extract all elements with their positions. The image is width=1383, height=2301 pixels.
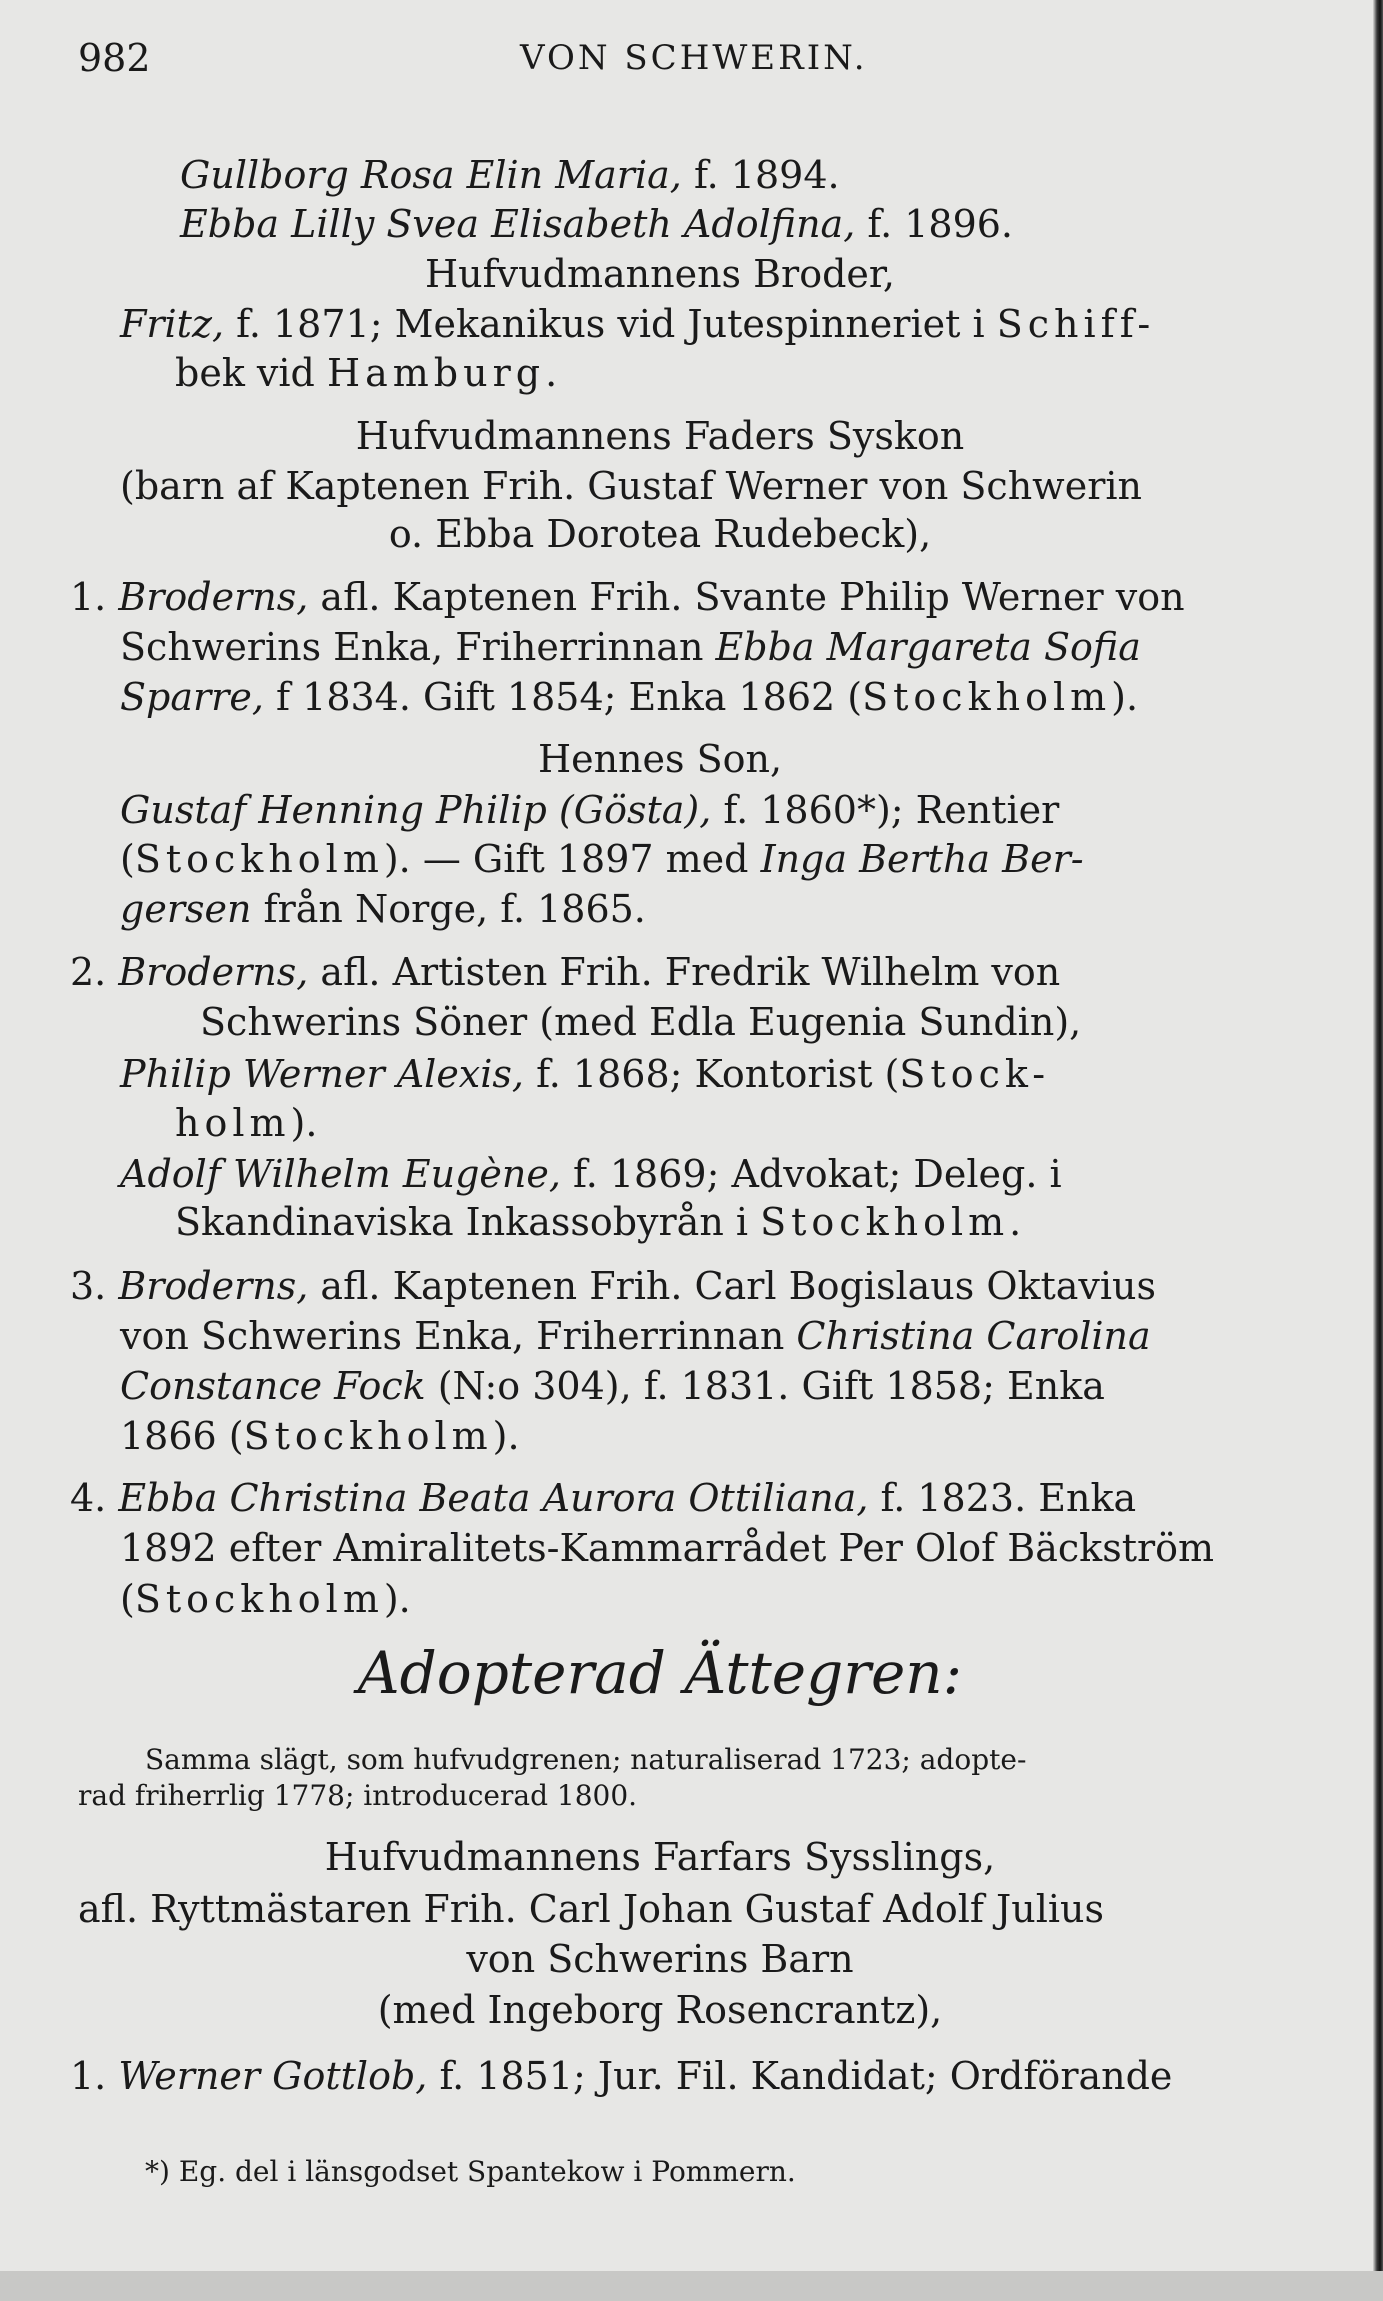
text-segment: von Schwerins Barn — [466, 1937, 854, 1981]
branch-line-1 — [0, 1835, 1320, 1879]
text-line-24 — [120, 1364, 1105, 1408]
text-segment: ). — [1111, 675, 1139, 719]
spaced-place: holm — [175, 1101, 291, 1145]
text-segment: f. 1896. — [855, 202, 1014, 246]
text-segment: 1866 ( — [120, 1414, 244, 1458]
spaced-place: Stock- — [899, 1052, 1051, 1096]
text-segment: Hufvudmannens Faders Syskon — [355, 414, 965, 458]
text-segment: ( — [120, 837, 135, 881]
text-segment: f. 1860*); Rentier — [711, 788, 1060, 832]
spaced-place: Stockholm — [134, 1577, 384, 1621]
text-segment: (N:o 304), f. 1831. Gift 1858; Enka — [425, 1364, 1105, 1408]
text-segment: afl. Kaptenen Frih. Svante Philip Werner von — [308, 575, 1185, 619]
text-line-1 — [180, 153, 840, 197]
text-line-22 — [70, 1264, 1156, 1308]
spaced-place: Hamburg. — [326, 351, 563, 395]
italic-name: Ebba Christina Beata Aurora Ottiliana, — [118, 1476, 869, 1520]
text-line-3 — [0, 252, 1320, 296]
text-line-16 — [70, 950, 1060, 994]
text-segment: afl. Kaptenen Frih. Carl Bogislaus Oktavius — [308, 1264, 1157, 1308]
italic-name: Inga Bertha Ber- — [760, 837, 1084, 881]
text-line-4 — [120, 302, 1155, 346]
branch-line-5 — [70, 2054, 1172, 2098]
text-line-19 — [175, 1101, 317, 1145]
text-segment: afl. Artisten Frih. Fredrik Wilhelm von — [308, 950, 1061, 994]
text-segment: (barn af Kaptenen Frih. Gustaf Werner von Schwerin — [120, 464, 1142, 508]
italic-name: Gullborg Rosa Elin Maria, — [180, 153, 682, 197]
text-segment: 1. — [70, 575, 119, 619]
text-line-21 — [175, 1200, 1026, 1244]
branch-line-4 — [0, 1988, 1320, 2032]
text-segment: afl. Ryttmästaren Frih. Carl Johan Gustaf Adolf Julius — [78, 1887, 1104, 1931]
text-segment: 2. — [70, 950, 119, 994]
text-segment: 3. — [70, 1264, 119, 1308]
scan-bottom-band — [0, 2271, 1383, 2301]
text-line-18 — [120, 1052, 1050, 1096]
text-line-12 — [0, 737, 1320, 781]
italic-name: Broderns, — [118, 575, 309, 619]
text-line-26 — [70, 1476, 1136, 1520]
text-segment: f. 1823. Enka — [868, 1476, 1137, 1520]
text-segment: 1. — [70, 2054, 119, 2098]
text-segment: f 1834. Gift 1854; Enka 1862 ( — [263, 675, 863, 719]
text-line-5 — [175, 351, 562, 395]
italic-name: Fritz, — [120, 302, 225, 346]
italic-name: Christina Carolina — [796, 1314, 1151, 1358]
text-segment: o. Ebba Dorotea Rudebeck), — [388, 512, 932, 556]
text-line-15 — [120, 887, 646, 931]
italic-name: Constance Fock — [120, 1364, 426, 1408]
text-line-17 — [200, 1000, 1081, 1044]
text-segment: (med Ingeborg Rosencrantz), — [377, 1988, 943, 2032]
spaced-place: Stockholm — [862, 675, 1112, 719]
page-number: 982 — [78, 36, 151, 80]
text-segment: f. 1868; Kontorist ( — [523, 1052, 900, 1096]
spaced-place: Stockholm — [134, 837, 384, 881]
text-line-14 — [120, 837, 1084, 881]
italic-name: Gustaf Henning Philip (Gösta), — [120, 788, 712, 832]
text-line-20 — [120, 1152, 1062, 1196]
branch-line-3 — [0, 1937, 1320, 1981]
italic-name: Broderns, — [118, 1264, 309, 1308]
spaced-place: Schiff- — [996, 302, 1156, 346]
text-segment: f. 1894. — [681, 153, 840, 197]
page-edge-shadow — [1373, 0, 1383, 2301]
text-line-11 — [120, 675, 1138, 719]
section-note-line-2: rad friherrlig 1778; introducerad 1800. — [78, 1779, 638, 1812]
text-segment: ( — [120, 1577, 135, 1621]
text-segment: från Norge, f. 1865. — [251, 887, 646, 931]
text-line-28 — [120, 1577, 411, 1621]
text-segment: Skandinaviska Inkassobyrån i — [175, 1200, 761, 1244]
footnote: *) Eg. del i länsgodset Spantekow i Pommern. — [145, 2155, 796, 2188]
text-segment: ). — [383, 1577, 411, 1621]
text-segment: Schwerins Söner (med Edla Eugenia Sundin), — [200, 1000, 1082, 1044]
text-segment: f. 1851; Jur. Fil. Kandidat; Ordförande — [427, 2054, 1173, 2098]
text-line-2 — [180, 202, 1013, 246]
text-segment: bek vid — [175, 351, 327, 395]
text-segment: ). — [290, 1101, 318, 1145]
text-line-9 — [70, 575, 1185, 619]
section-note-line-1: Samma slägt, som hufvudgrenen; naturaliserad 1723; adopte- — [145, 1743, 1027, 1776]
italic-name: Ebba Lilly Svea Elisabeth Adolfina, — [180, 202, 856, 246]
text-line-23 — [120, 1314, 1151, 1358]
text-line-10 — [120, 625, 1141, 669]
spaced-place: Stockholm — [243, 1414, 493, 1458]
text-segment: Hennes Son, — [537, 737, 783, 781]
text-line-13 — [120, 788, 1059, 832]
text-line-6 — [0, 414, 1320, 458]
branch-line-2 — [78, 1887, 1104, 1931]
text-segment: 1892 efter Amiralitets-Kammarrådet Per Olof Bäckström — [120, 1526, 1215, 1570]
text-line-7 — [120, 464, 1142, 508]
italic-name: Werner Gottlob, — [118, 2054, 428, 2098]
italic-name: Philip Werner Alexis, — [120, 1052, 524, 1096]
italic-name: Ebba Margareta Sofia — [715, 625, 1141, 669]
spaced-place: Stockholm. — [760, 1200, 1027, 1244]
text-line-27 — [120, 1526, 1214, 1570]
italic-name: Adolf Wilhelm Eugène, — [120, 1152, 561, 1196]
text-segment: Schwerins Enka, Friherrinnan — [120, 625, 716, 669]
text-segment: f. 1871; Mekanikus vid Jutespinneriet i — [224, 302, 997, 346]
text-line-8 — [0, 512, 1320, 556]
italic-name: gersen — [120, 887, 252, 931]
text-segment: 4. — [70, 1476, 119, 1520]
section-heading: Adopterad Ättegren: — [357, 1639, 963, 1707]
italic-name: Broderns, — [118, 950, 309, 994]
text-segment: von Schwerins Enka, Friherrinnan — [120, 1314, 797, 1358]
running-title: VON SCHWERIN. — [520, 38, 868, 78]
text-segment: Hufvudmannens Broder, — [425, 252, 895, 296]
text-segment: Hufvudmannens Farfars Sysslings, — [324, 1835, 996, 1879]
text-segment: ). — Gift 1897 med — [383, 837, 761, 881]
text-segment: ). — [492, 1414, 520, 1458]
text-line-25 — [120, 1414, 520, 1458]
text-segment: f. 1869; Advokat; Deleg. i — [560, 1152, 1062, 1196]
italic-name: Sparre, — [120, 675, 264, 719]
